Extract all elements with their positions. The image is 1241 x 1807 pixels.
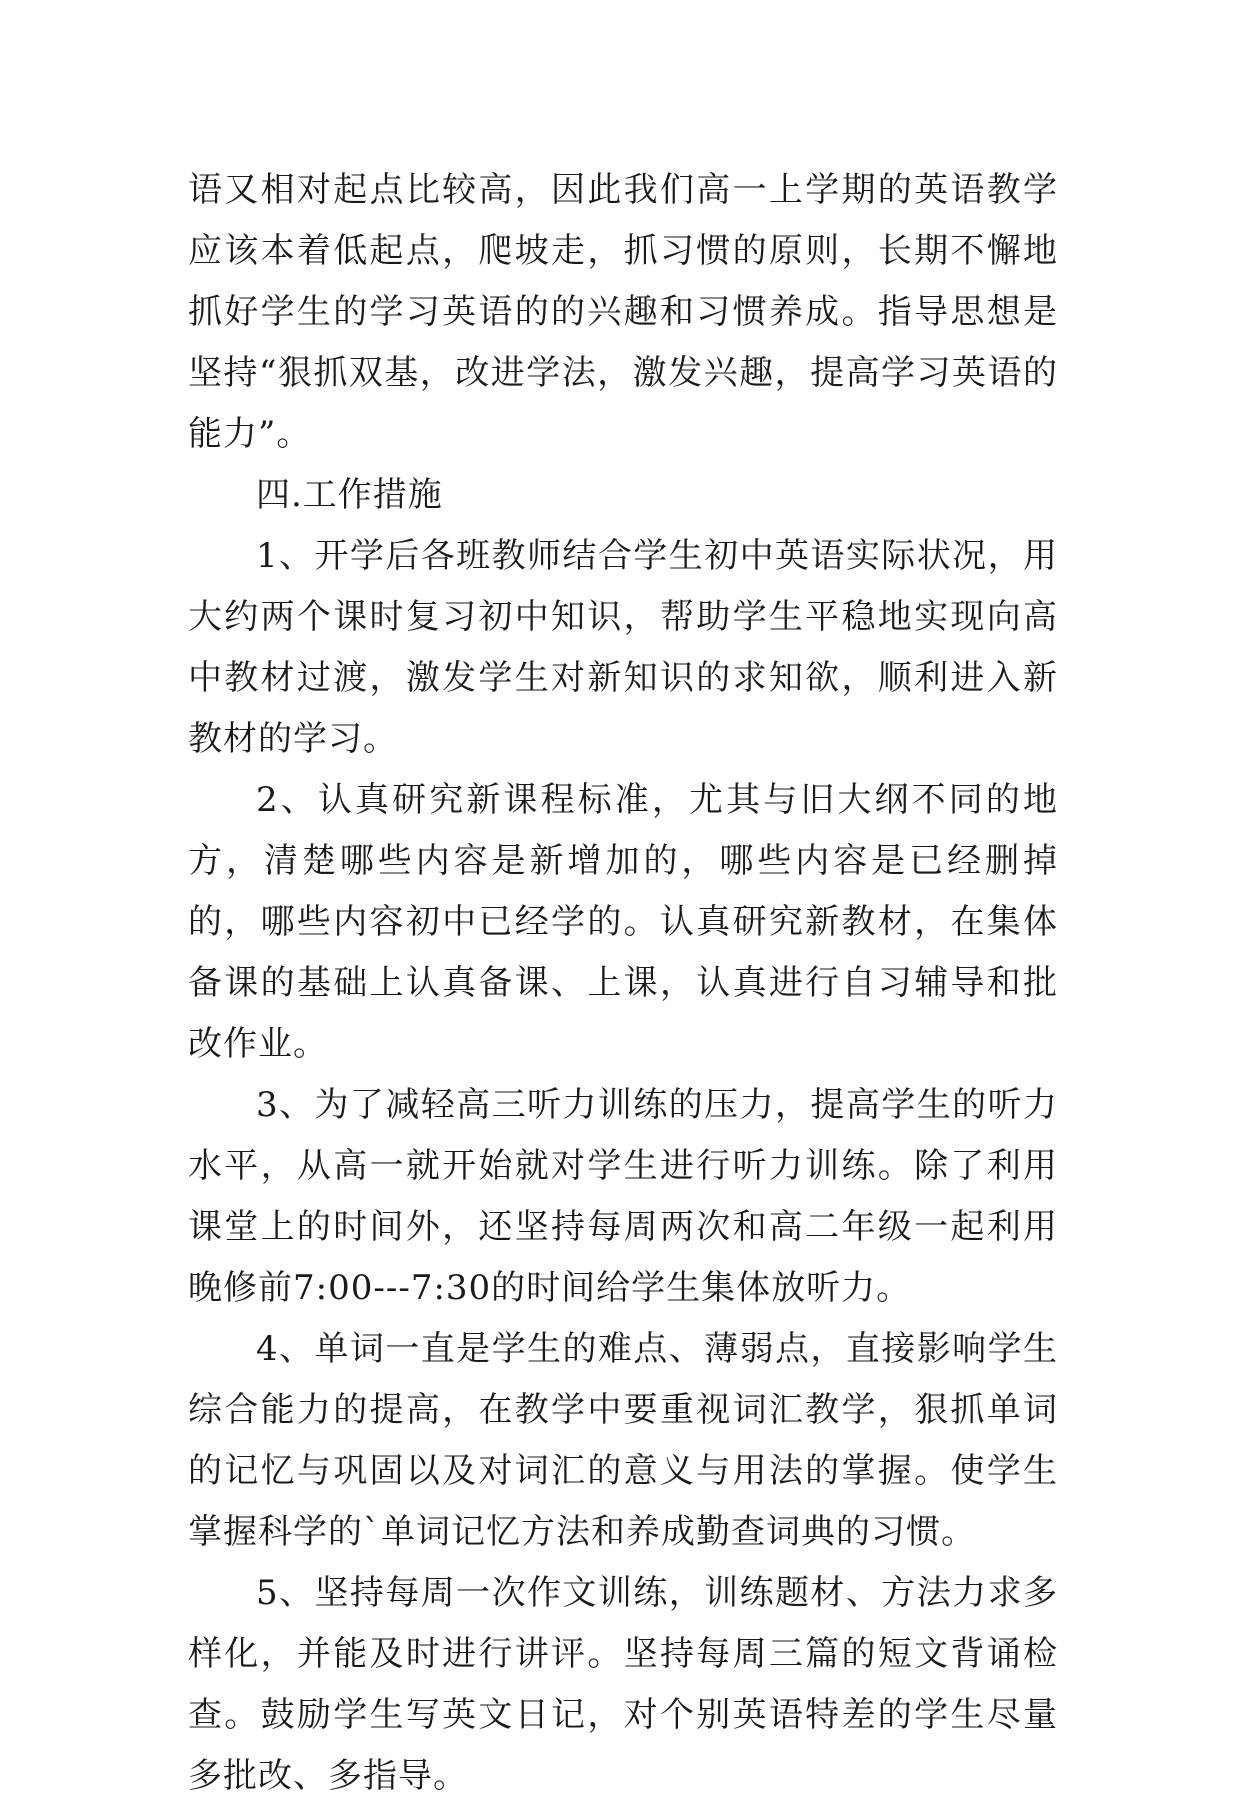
paragraph-measure-1: 1、开学后各班教师结合学生初中英语实际状况，用大约两个课时复习初中知识，帮助学生平稳地实现向高中教材过渡，激发学生对新知识的求知欲，顺利进入新教材的学习。	[188, 536, 1058, 759]
paragraph-measure-5: 5、坚持每周一次作文训练，训练题材、方法力求多样化，并能及时进行讲评。坚持每周三篇的短文背诵检查。鼓励学生写英文日记，对个别英语特差的学生尽量多批改、多指导。	[188, 1573, 1058, 1796]
paragraph-measure-3: 3、为了减轻高三听力训练的压力，提高学生的听力水平，从高一就开始就对学生进行听力训练。除了利用课堂上的时间外，还坚持每周两次和高二年级一起利用晚修前7:00---7:30的时间给学生集体放听力。	[188, 1085, 1058, 1308]
paragraph-measure-2: 2、认真研究新课程标准，尤其与旧大纲不同的地方，清楚哪些内容是新增加的，哪些内容是已经删掉的，哪些内容初中已经学的。认真研究新教材，在集体备课的基础上认真备课、上课，认真进行自习辅导和批改作业。	[188, 780, 1058, 1064]
paragraph-measure-4: 4、单词一直是学生的难点、薄弱点，直接影响学生综合能力的提高，在教学中要重视词汇教学，狠抓单词的记忆与巩固以及对词汇的意义与用法的掌握。使学生掌握科学的`单词记忆方法和养成勤查词典的习惯。	[188, 1329, 1058, 1552]
body-text	[188, 160, 1058, 1807]
paragraph-continuation: 语又相对起点比较高，因此我们高一上学期的英语教学应该本着低起点，爬坡走，抓习惯的原则，长期不懈地抓好学生的学习英语的的兴趣和习惯养成。指导思想是坚持“狠抓双基，改进学法，激发兴趣，提高学习英语的能力”。	[188, 170, 1058, 454]
section-heading-work-measures: 四.工作措施	[256, 475, 443, 515]
